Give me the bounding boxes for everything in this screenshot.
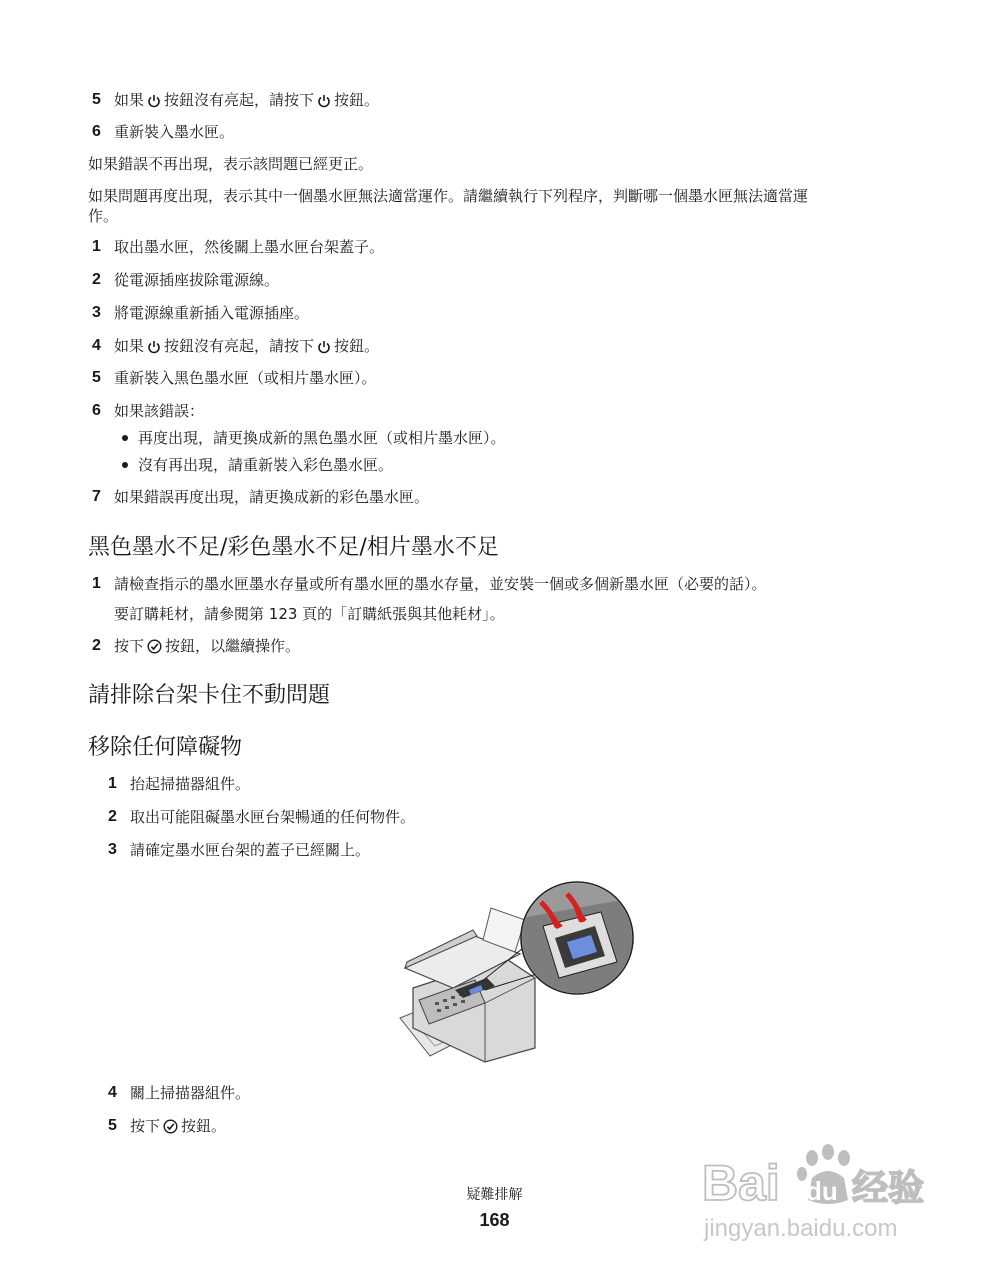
heading-remove-obstruction: 移除任何障礙物: [88, 735, 243, 760]
power-icon: [147, 94, 161, 108]
baidu-watermark-logo: [700, 1138, 940, 1248]
svg-text:du: du: [806, 1176, 838, 1206]
start-icon: [147, 639, 162, 654]
footer-section-title: 疑難排解: [466, 1187, 523, 1203]
svg-text:经验: 经验: [852, 1168, 925, 1209]
paragraph-problem-recurs: 如果問題再度出現，表示其中一個墨水匣無法適當運作。請繼續執行下列程序，判斷哪一個墨水匣無法適當運 作。: [88, 187, 809, 225]
power-icon: [317, 340, 331, 354]
power-icon: [317, 94, 331, 108]
heading-carriage-jam: 請排除台架卡住不動問題: [88, 683, 331, 708]
svg-text:Bai: Bai: [702, 1155, 780, 1211]
page-number: 168: [479, 1210, 510, 1230]
power-icon: [147, 340, 161, 354]
bullet-dot: [122, 462, 128, 468]
svg-text:jingyan.baidu.com: jingyan.baidu.com: [704, 1215, 898, 1242]
paragraph-error-fixed: 如果錯誤不再出現，表示該問題已經更正。: [88, 155, 374, 173]
heading-ink-low: 黑色墨水不足/彩色墨水不足/相片墨水不足: [88, 535, 499, 560]
bullet-dot: [122, 435, 128, 441]
start-icon: [163, 1119, 178, 1134]
printer-illustration: [395, 878, 640, 1068]
